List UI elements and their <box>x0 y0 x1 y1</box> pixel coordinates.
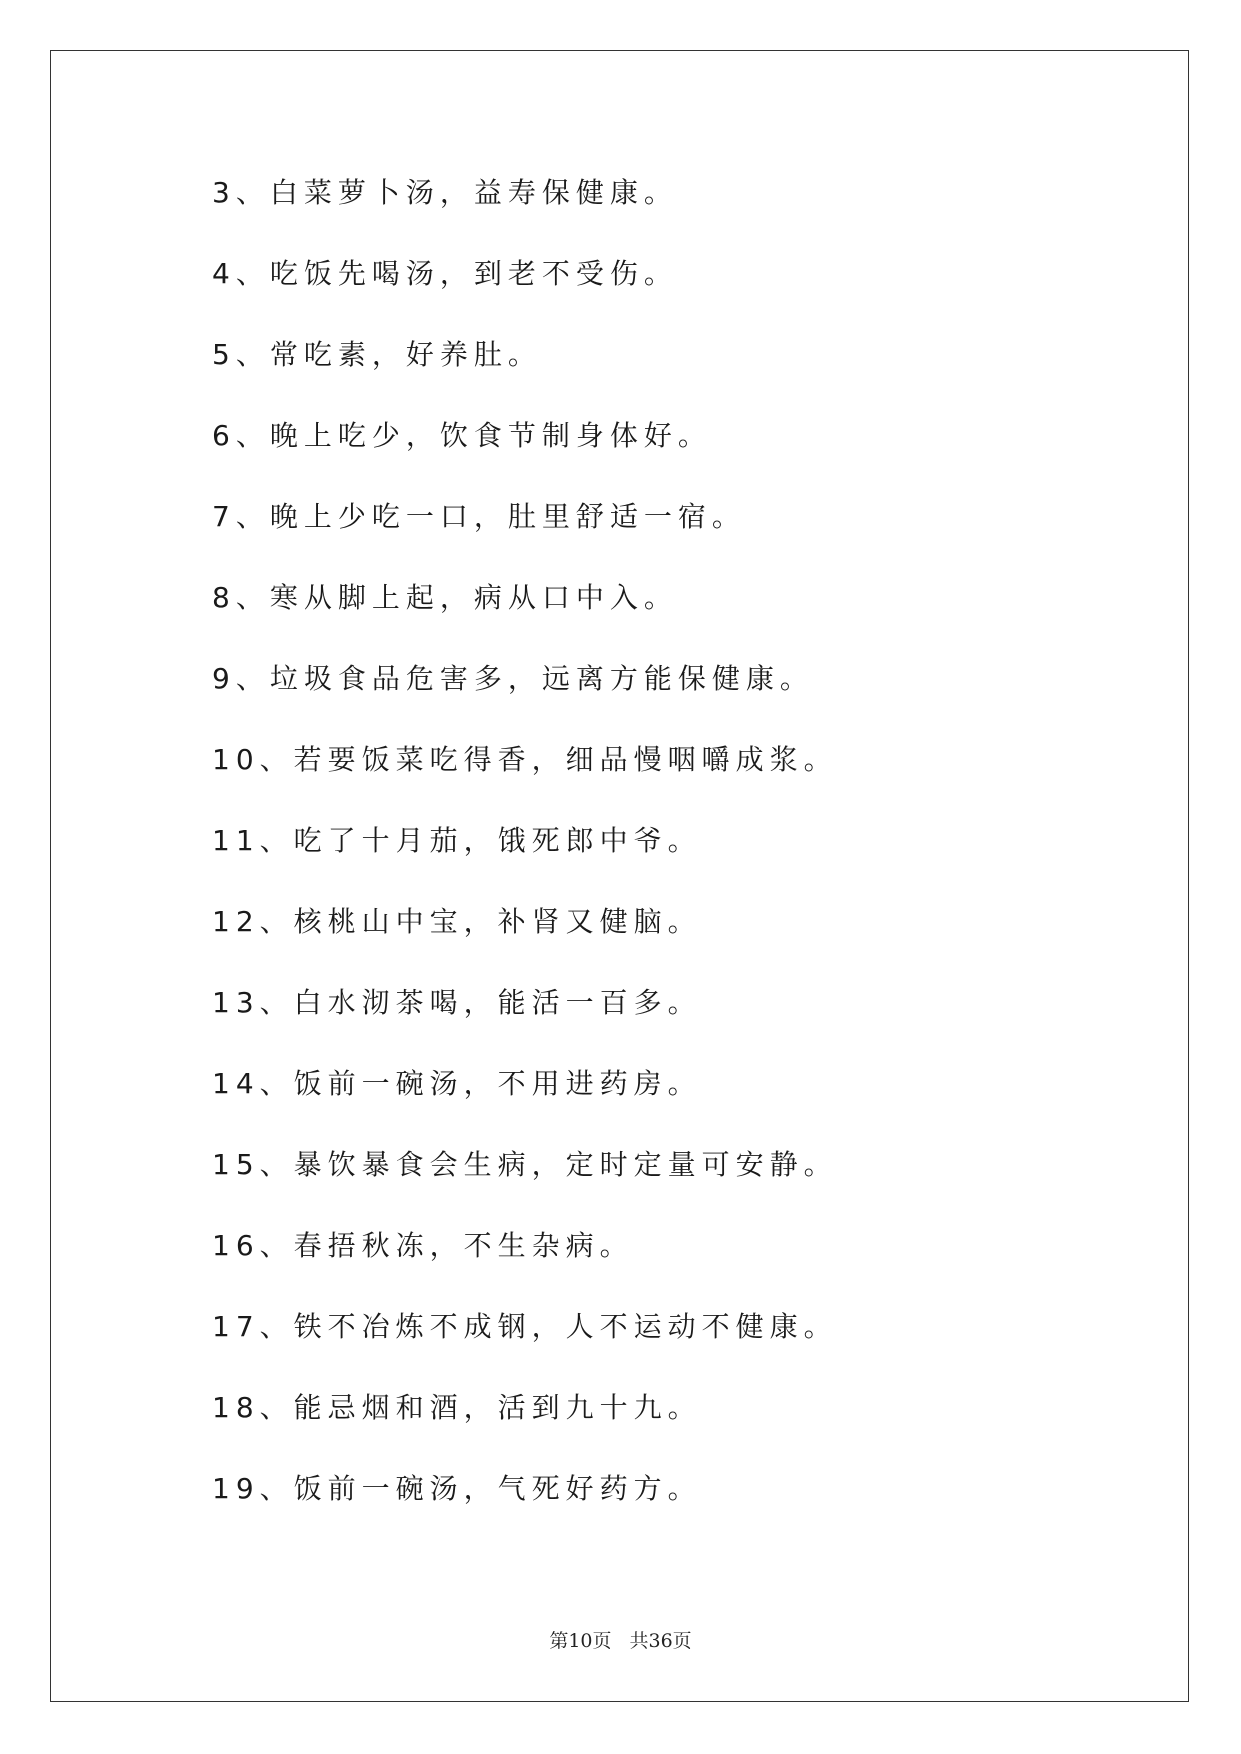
proverb-line: 14、饭前一碗汤，不用进药房。 <box>212 1067 702 1100</box>
page-total: 共36页 <box>629 1630 692 1652</box>
proverb-line: 11、吃了十月茄，饿死郎中爷。 <box>212 824 702 857</box>
proverb-line: 8、寒从脚上起，病从口中入。 <box>212 581 678 614</box>
proverb-line: 15、暴饮暴食会生病，定时定量可安静。 <box>212 1148 838 1181</box>
proverb-line: 3、白菜萝卜汤，益寿保健康。 <box>212 176 678 209</box>
proverb-line: 7、晚上少吃一口，肚里舒适一宿。 <box>212 500 746 533</box>
page-footer <box>0 1626 1241 1653</box>
proverb-line: 19、饭前一碗汤，气死好药方。 <box>212 1472 702 1505</box>
proverb-line: 4、吃饭先喝汤，到老不受伤。 <box>212 257 678 290</box>
proverb-line: 9、垃圾食品危害多，远离方能保健康。 <box>212 662 814 695</box>
page-number: 第10页 <box>549 1630 612 1652</box>
proverb-line: 13、白水沏茶喝，能活一百多。 <box>212 986 702 1019</box>
proverb-line: 17、铁不冶炼不成钢，人不运动不健康。 <box>212 1310 838 1343</box>
proverb-line: 10、若要饭菜吃得香，细品慢咽嚼成浆。 <box>212 743 838 776</box>
proverb-line: 5、常吃素，好养肚。 <box>212 338 542 371</box>
proverb-line: 18、能忌烟和酒，活到九十九。 <box>212 1391 702 1424</box>
proverb-line: 6、晚上吃少，饮食节制身体好。 <box>212 419 712 452</box>
proverb-line: 12、核桃山中宝，补肾又健脑。 <box>212 905 702 938</box>
proverb-line: 16、春捂秋冻，不生杂病。 <box>212 1229 634 1262</box>
proverb-list <box>212 168 838 1545</box>
